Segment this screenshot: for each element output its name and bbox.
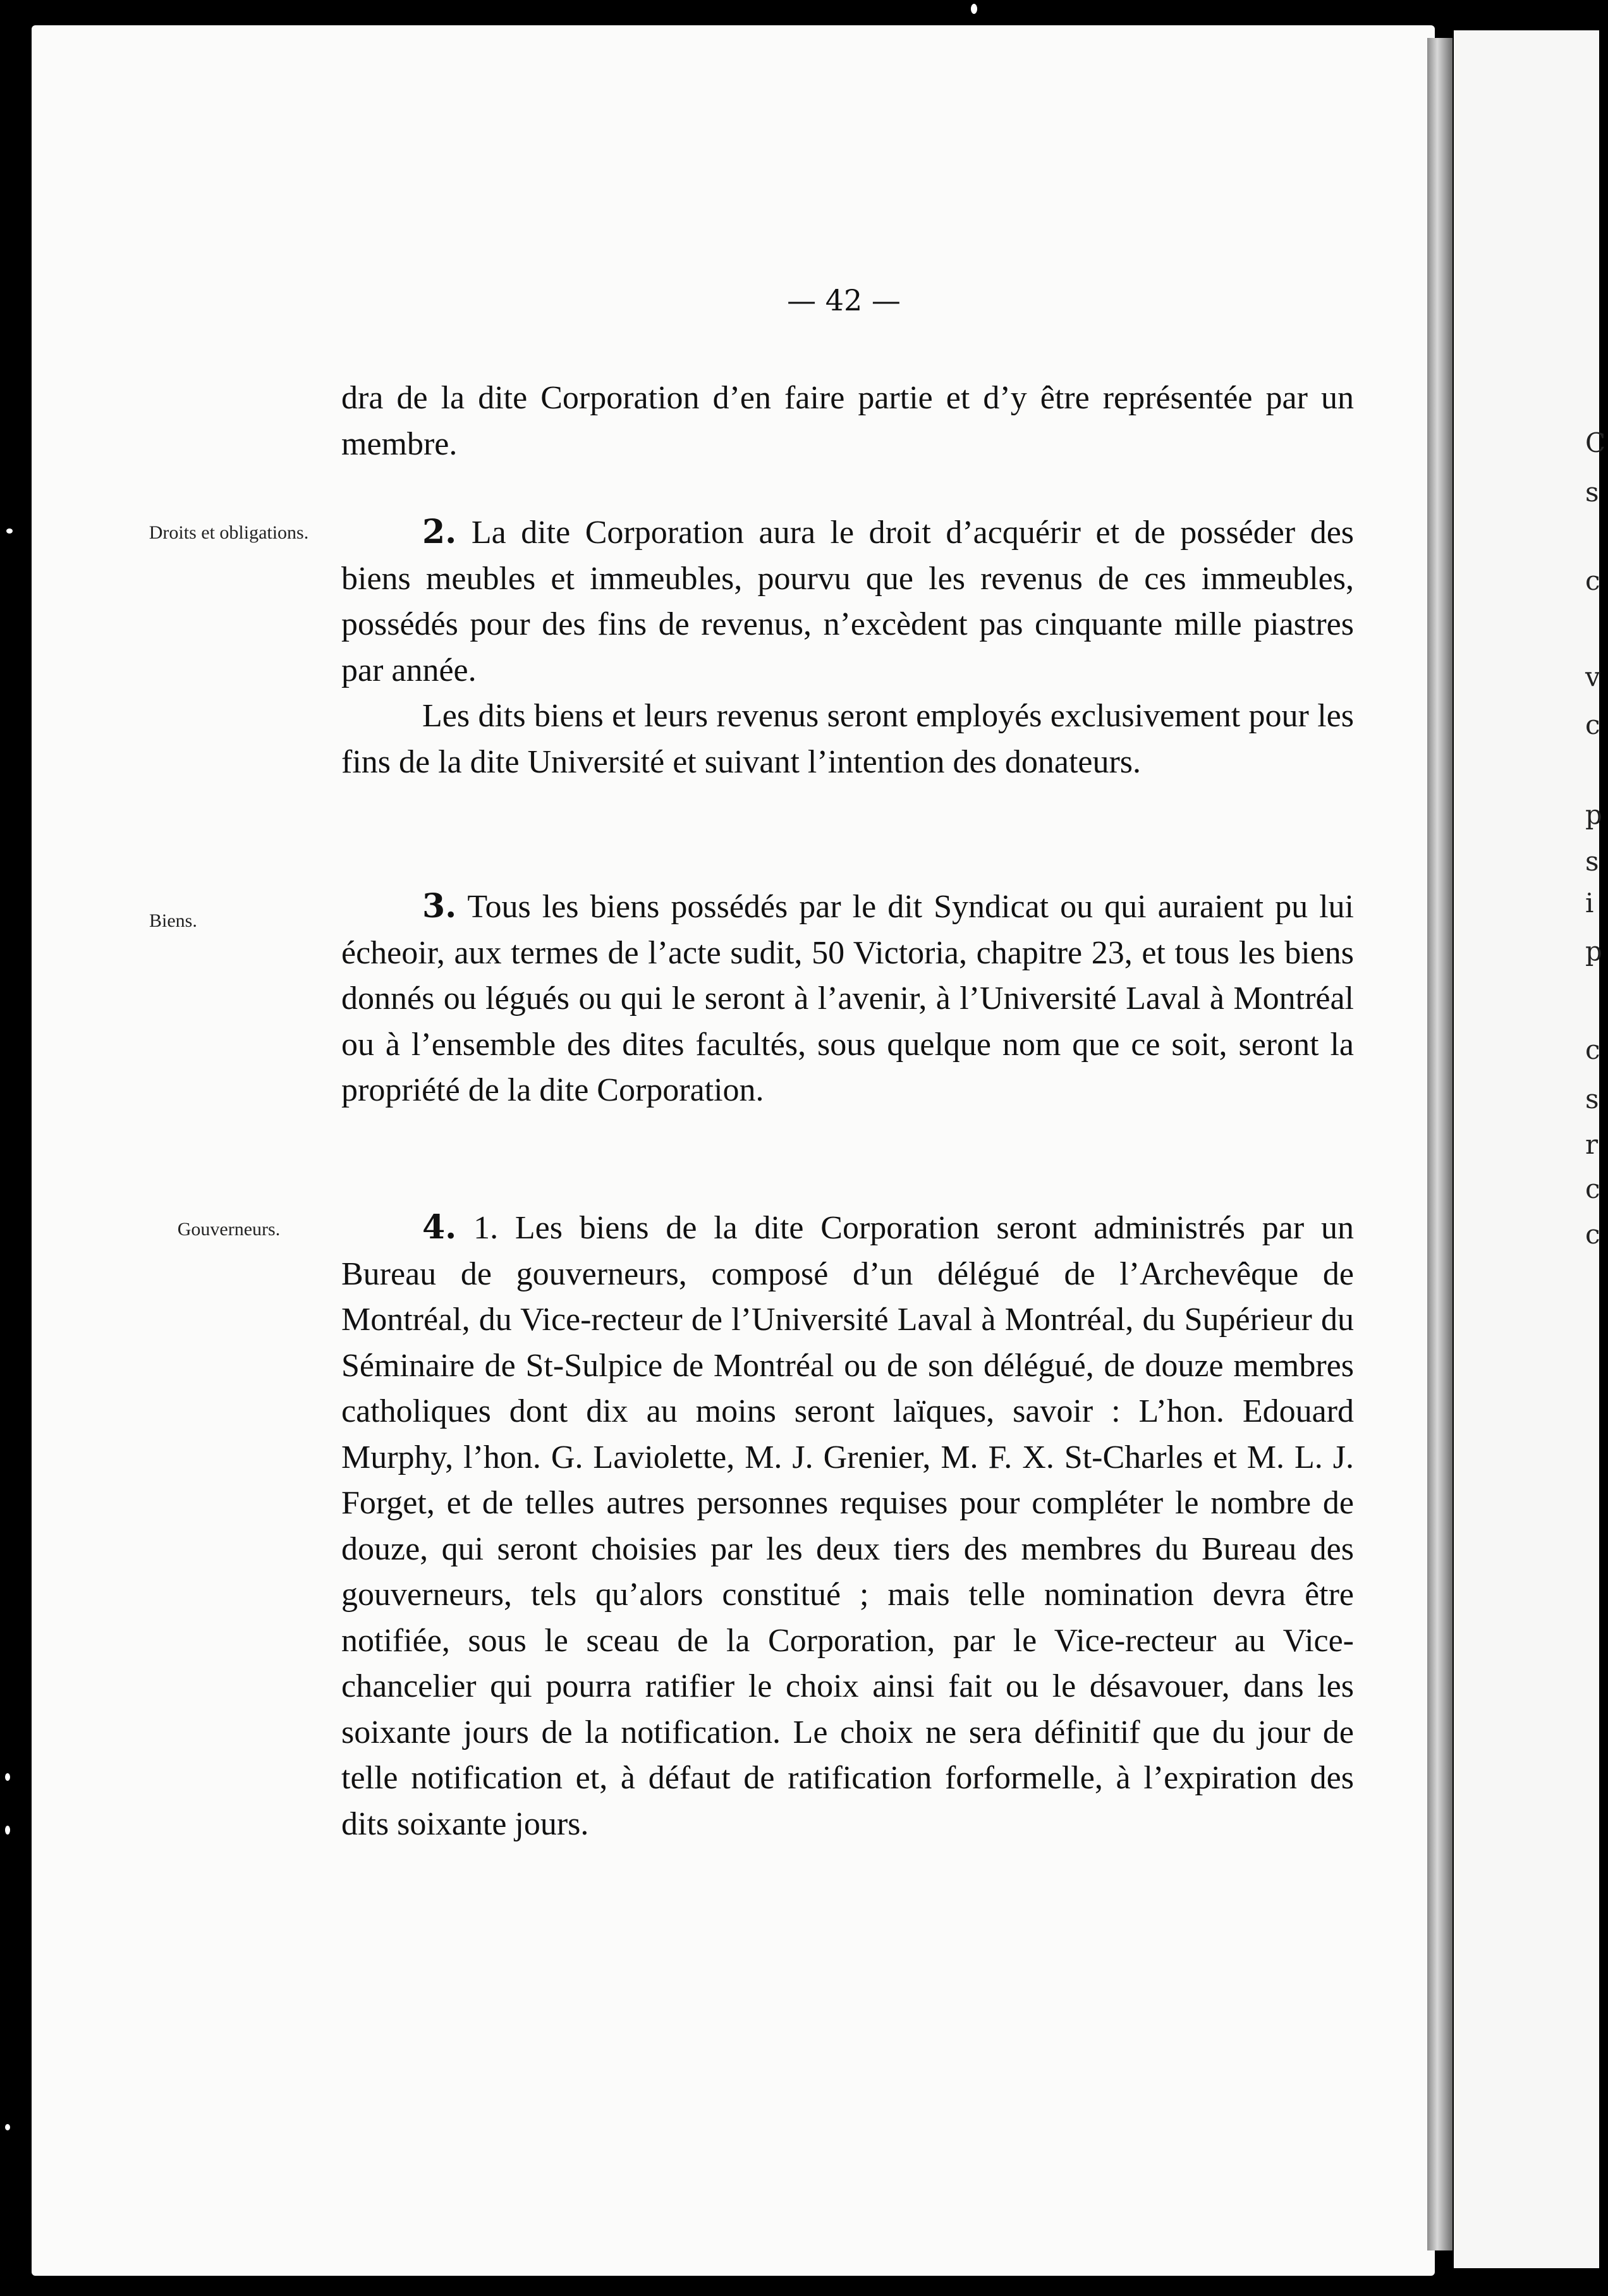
scan-speck [6, 528, 13, 534]
scan-speck [5, 2124, 10, 2130]
book-page [32, 25, 1435, 2276]
adjacent-page-fragment: i [1585, 888, 1594, 919]
scan-speck [5, 1773, 10, 1781]
margin-note-gouverneurs: Gouverneurs. [177, 1219, 281, 1240]
article-4-number: 4. [422, 1208, 457, 1247]
scan-speck [971, 4, 977, 14]
adjacent-page-fragment: c [1585, 1219, 1600, 1250]
adjacent-page-fragment: v [1585, 661, 1600, 692]
adjacent-page-fragment: s [1585, 477, 1599, 508]
adjacent-page-fragment: c [1585, 1173, 1600, 1204]
article-3-text: Tous les biens possédés par le dit Syndicat ou qui auraient pu lui écheoir, aux termes de l’acte sudit, 50 Victoria, chapitre 23, et tous les biens donnés ou légués ou qui le seront à l’avenir, à l’Université Laval à Montréal ou à l’ensemble des dites facultés, sous quelque nom que ce soit, seront la propriété de la dite Corporation. [341, 889, 1355, 1108]
adjacent-page-fragment: c [1585, 1034, 1600, 1065]
adjacent-page-fragment: C [1585, 427, 1606, 458]
adjacent-page-fragment: p [1585, 936, 1602, 967]
article-2 [341, 510, 1354, 785]
adjacent-page [1454, 30, 1599, 2268]
article-3-paragraph [341, 884, 1354, 1114]
margin-note-biens: Biens. [149, 910, 197, 931]
article-3 [341, 884, 1354, 1114]
adjacent-page-fragment: s [1585, 1084, 1599, 1114]
adjacent-page-fragment: c [1585, 709, 1600, 740]
page-gutter-shadow [1427, 38, 1453, 2250]
article-4 [341, 1205, 1354, 1847]
article-2-paragraph [341, 510, 1354, 693]
scan-speck [5, 1826, 10, 1835]
article-2-text: La dite Corporation aura le droit d’acquérir et de posséder des biens meubles et immeubles, pourvu que les revenus de ces immeubles, possédés pour des fins de revenus, n’excèdent pas cinquante mille piastres par année. [341, 515, 1355, 688]
margin-note-droits: Droits et obligations. [149, 522, 309, 543]
article-3-number: 3. [422, 887, 457, 925]
intro-paragraph [341, 376, 1354, 467]
page-number: — 42 — [787, 283, 901, 317]
adjacent-page-fragment: p [1585, 799, 1602, 830]
article-4-text: 1. Les biens de la dite Corporation seront administrés par un Bureau de gouverneurs, composé d’un délégué de l’Archevêque de Montréal, du Vice-recteur de l’Université Laval à Montréal, du Supérieur du Séminaire de St-Sulpice de Montréal ou de son délégué, de douze membres catholiques dont dix au moins seront laïques, savoir : L’hon. Edouard Murphy, l’hon. G. Laviolette, M. J. Grenier, M. F. X. St-Charles et M. L. J. Forget, et de telles autres personnes requises pour compléter le nombre de douze, qui seront choisies par les deux tiers des membres du Bureau des gouverneurs, tels qu’alors constitué ; mais telle nomination devra être notifiée, sous le sceau de la Corporation, par le Vice-recteur au Vice-chancelier qui pourra ratifier le choix ainsi fait ou le désavouer, dans les soixante jours de la notification. Le choix ne sera définitif que du jour de telle notification et, à défaut de ratification forformelle, à l’expiration des dits soixante jours. [341, 1210, 1354, 1842]
intro-text: dra de la dite Corporation d’en faire partie et d’y être représentée par un membre. [341, 380, 1354, 462]
article-2-number: 2. [422, 513, 457, 551]
article-2-continuation: Les dits biens et leurs revenus seront employés exclusivement pour les fins de la dite Université et suivant l’intention des donateurs. [341, 698, 1354, 780]
adjacent-page-fragment: s [1585, 846, 1599, 877]
article-4-paragraph [341, 1205, 1354, 1847]
adjacent-page-fragment: r [1585, 1129, 1599, 1160]
adjacent-page-fragment: c [1585, 565, 1600, 596]
